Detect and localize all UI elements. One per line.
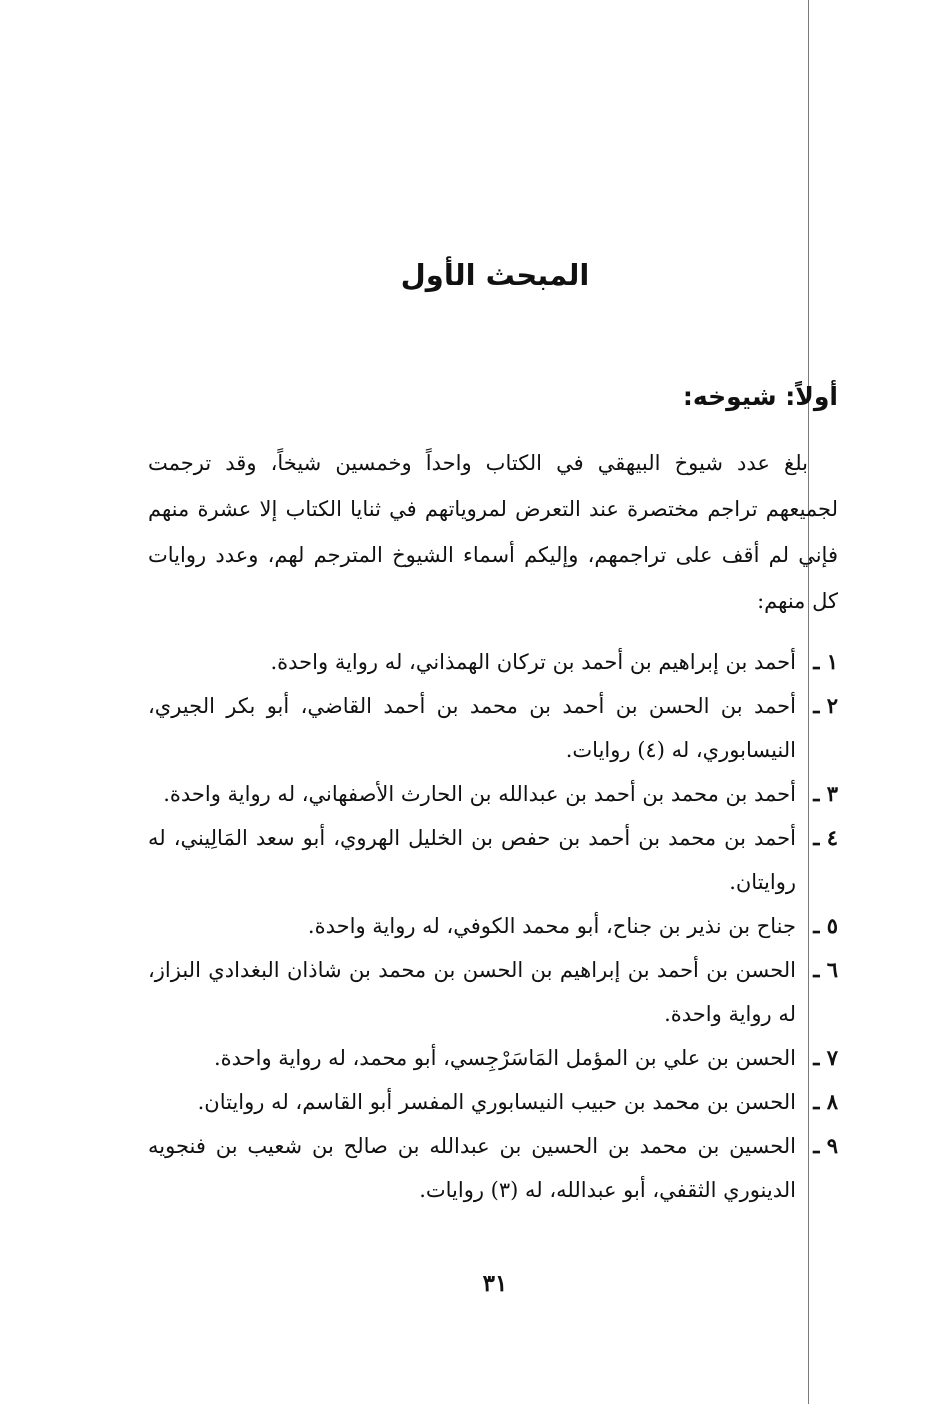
list-item — [148, 684, 838, 772]
list-item — [148, 1080, 838, 1124]
item-number: ٢ ـ — [813, 693, 838, 718]
list-item — [148, 1036, 838, 1080]
list-item — [148, 948, 838, 1036]
item-text: جناح بن نذير بن جناح، أبو محمد الكوفي، له رواية واحدة. — [307, 914, 796, 938]
item-text: الحسن بن علي بن المؤمل المَاسَرْجِسي، أبو محمد، له رواية واحدة. — [213, 1046, 796, 1070]
list-item — [148, 772, 838, 816]
item-text: أحمد بن إبراهيم بن أحمد بن تركان الهمذاني، له رواية واحدة. — [270, 650, 796, 674]
item-text: أحمد بن محمد بن أحمد بن حفص بن الخليل الهروي، أبو سعد المَالِيني، له روايتان. — [148, 826, 796, 894]
item-text: أحمد بن محمد بن أحمد بن عبدالله بن الحارث الأصفهاني، له رواية واحدة. — [163, 782, 796, 806]
item-number: ٧ ـ — [813, 1045, 838, 1070]
item-text: الحسين بن محمد بن الحسين بن عبدالله بن صالح بن شعيب بن فنجويه الدينوري الثقفي، أبو عبدالله، له (٣) روايات. — [148, 1134, 796, 1202]
item-number: ٤ ـ — [813, 825, 838, 850]
list-item — [148, 816, 838, 904]
item-number: ١ ـ — [813, 649, 838, 674]
item-number: ٨ ـ — [813, 1089, 838, 1114]
item-number: ٥ ـ — [813, 913, 838, 938]
list-item — [148, 1124, 838, 1212]
item-text: أحمد بن الحسن بن أحمد بن محمد بن أحمد القاضي، أبو بكر الجيري، النيسابوري، له (٤) روايات. — [148, 694, 796, 762]
item-text: الحسن بن أحمد بن إبراهيم بن الحسن بن محمد بن شاذان البغدادي البزاز، له رواية واحدة. — [148, 958, 796, 1026]
teachers-list — [148, 640, 838, 1212]
item-number: ٣ ـ — [813, 781, 838, 806]
item-number: ٦ ـ — [813, 957, 838, 982]
item-number: ٩ ـ — [813, 1133, 838, 1158]
intro-text: بلغ عدد شيوخ البيهقي في الكتاب واحداً وخمسين شيخاً، وقد ترجمت لجميعهم تراجم مختصرة عند التعرض لمروياتهم في ثنايا الكتاب إلا عشرة منهم فإني لم أقف على تراجمهم، وإليكم أسماء الشيوخ المترجم لهم، وعدد روايات كل منهم: — [148, 451, 838, 613]
intro-paragraph — [148, 440, 838, 624]
chapter-heading: المبحث الأول — [400, 258, 590, 292]
list-item — [148, 904, 838, 948]
page-number: ٣١ — [482, 1270, 508, 1297]
section-title: أولاً: شيوخه: — [682, 382, 838, 411]
list-item — [148, 640, 838, 684]
item-text: الحسن بن محمد بن حبيب النيسابوري المفسر أبو القاسم، له روايتان. — [197, 1090, 796, 1114]
